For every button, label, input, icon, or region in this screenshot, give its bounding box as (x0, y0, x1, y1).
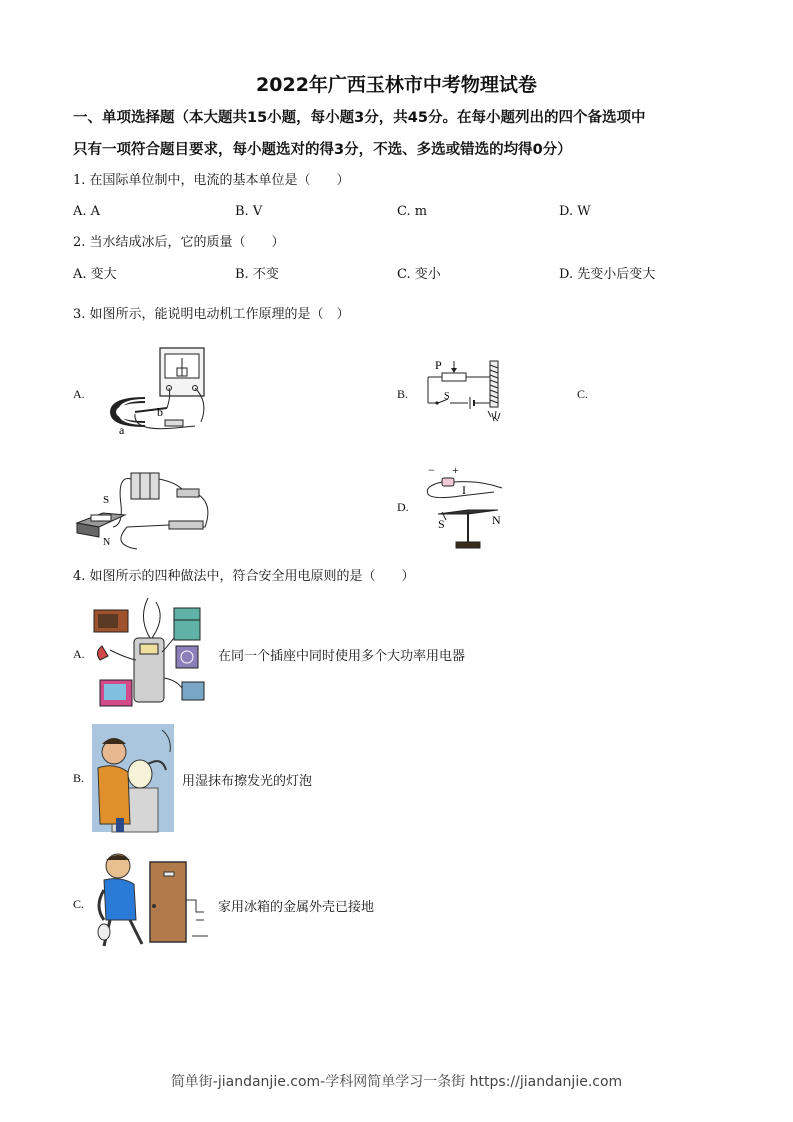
fig-b-label-s: S (444, 391, 450, 402)
fig-d-label-s: S (438, 517, 445, 531)
q3-label-c: C. (577, 387, 589, 401)
fig-d-label-n: N (492, 513, 501, 527)
q1-stem: 1. 在国际单位制中，电流的基本单位是（ ） (73, 173, 350, 188)
section-heading-line2: 只有一项符合题目要求，每小题选对的得3分，不选、多选或错选的均得0分） (73, 142, 572, 158)
q4-caption-a: 在同一个插座中同时使用多个大功率用电器 (218, 649, 466, 664)
fig-c-label-n: N (103, 537, 111, 548)
q1-option-c: C. m (397, 204, 428, 219)
fig-c-label-s: S (103, 494, 110, 506)
q4-figure-a-appliances (90, 598, 214, 710)
q2-option-b: B. 不变 (235, 267, 279, 282)
q2-option-c: C. 变小 (397, 267, 441, 282)
fig-d-label-minus: − (428, 463, 435, 477)
q4-figure-b-wet-cloth (92, 724, 174, 832)
q4-figure-c-fridge-ground (92, 850, 208, 950)
q2-option-a: A. 变大 (73, 267, 117, 282)
q3-figure-a (105, 342, 215, 440)
q3-label-d: D. (397, 500, 409, 514)
q4-label-a: A. (73, 647, 85, 661)
q2-stem: 2. 当水结成冰后，它的质量（ ） (73, 235, 285, 250)
q2-option-d: D. 先变小后变大 (559, 267, 656, 282)
q3-label-a: A. (73, 387, 85, 401)
q3-label-b: B. (397, 387, 409, 401)
q3-figure-d (420, 462, 510, 552)
section-heading-line1: 一、单项选择题（本大题共15小题，每小题3分，共45分。在每小题列出的四个备选项中 (73, 110, 646, 126)
q4-label-c: C. (73, 897, 85, 911)
q3-figure-c (73, 465, 218, 553)
fig-a-label-b: b (157, 405, 163, 419)
q4-caption-c: 家用冰箱的金属外壳已接地 (218, 900, 375, 915)
fig-a-label-a: a (119, 423, 125, 437)
q4-stem: 4. 如图所示的四种做法中，符合安全用电原则的是（ ） (73, 569, 415, 584)
q4-label-b: B. (73, 771, 85, 785)
q1-option-b: B. V (235, 204, 263, 219)
fig-d-label-i: I (462, 483, 466, 497)
q4-caption-b: 用湿抹布擦发光的灯泡 (182, 774, 313, 789)
q1-option-d: D. W (559, 204, 591, 219)
page-footer: 简单街-jiandanjie.com-学科网简单学习一条街 https://jiandanjie.com (170, 1074, 623, 1090)
page-title: 2022年广西玉林市中考物理试卷 (256, 74, 537, 96)
q3-stem: 3. 如图所示，能说明电动机工作原理的是（ ） (73, 307, 350, 322)
fig-b-label-p: P (435, 358, 442, 372)
q3-figure-b (422, 357, 522, 425)
fig-d-label-plus: + (452, 463, 459, 477)
q1-option-a: A. A (73, 204, 101, 219)
